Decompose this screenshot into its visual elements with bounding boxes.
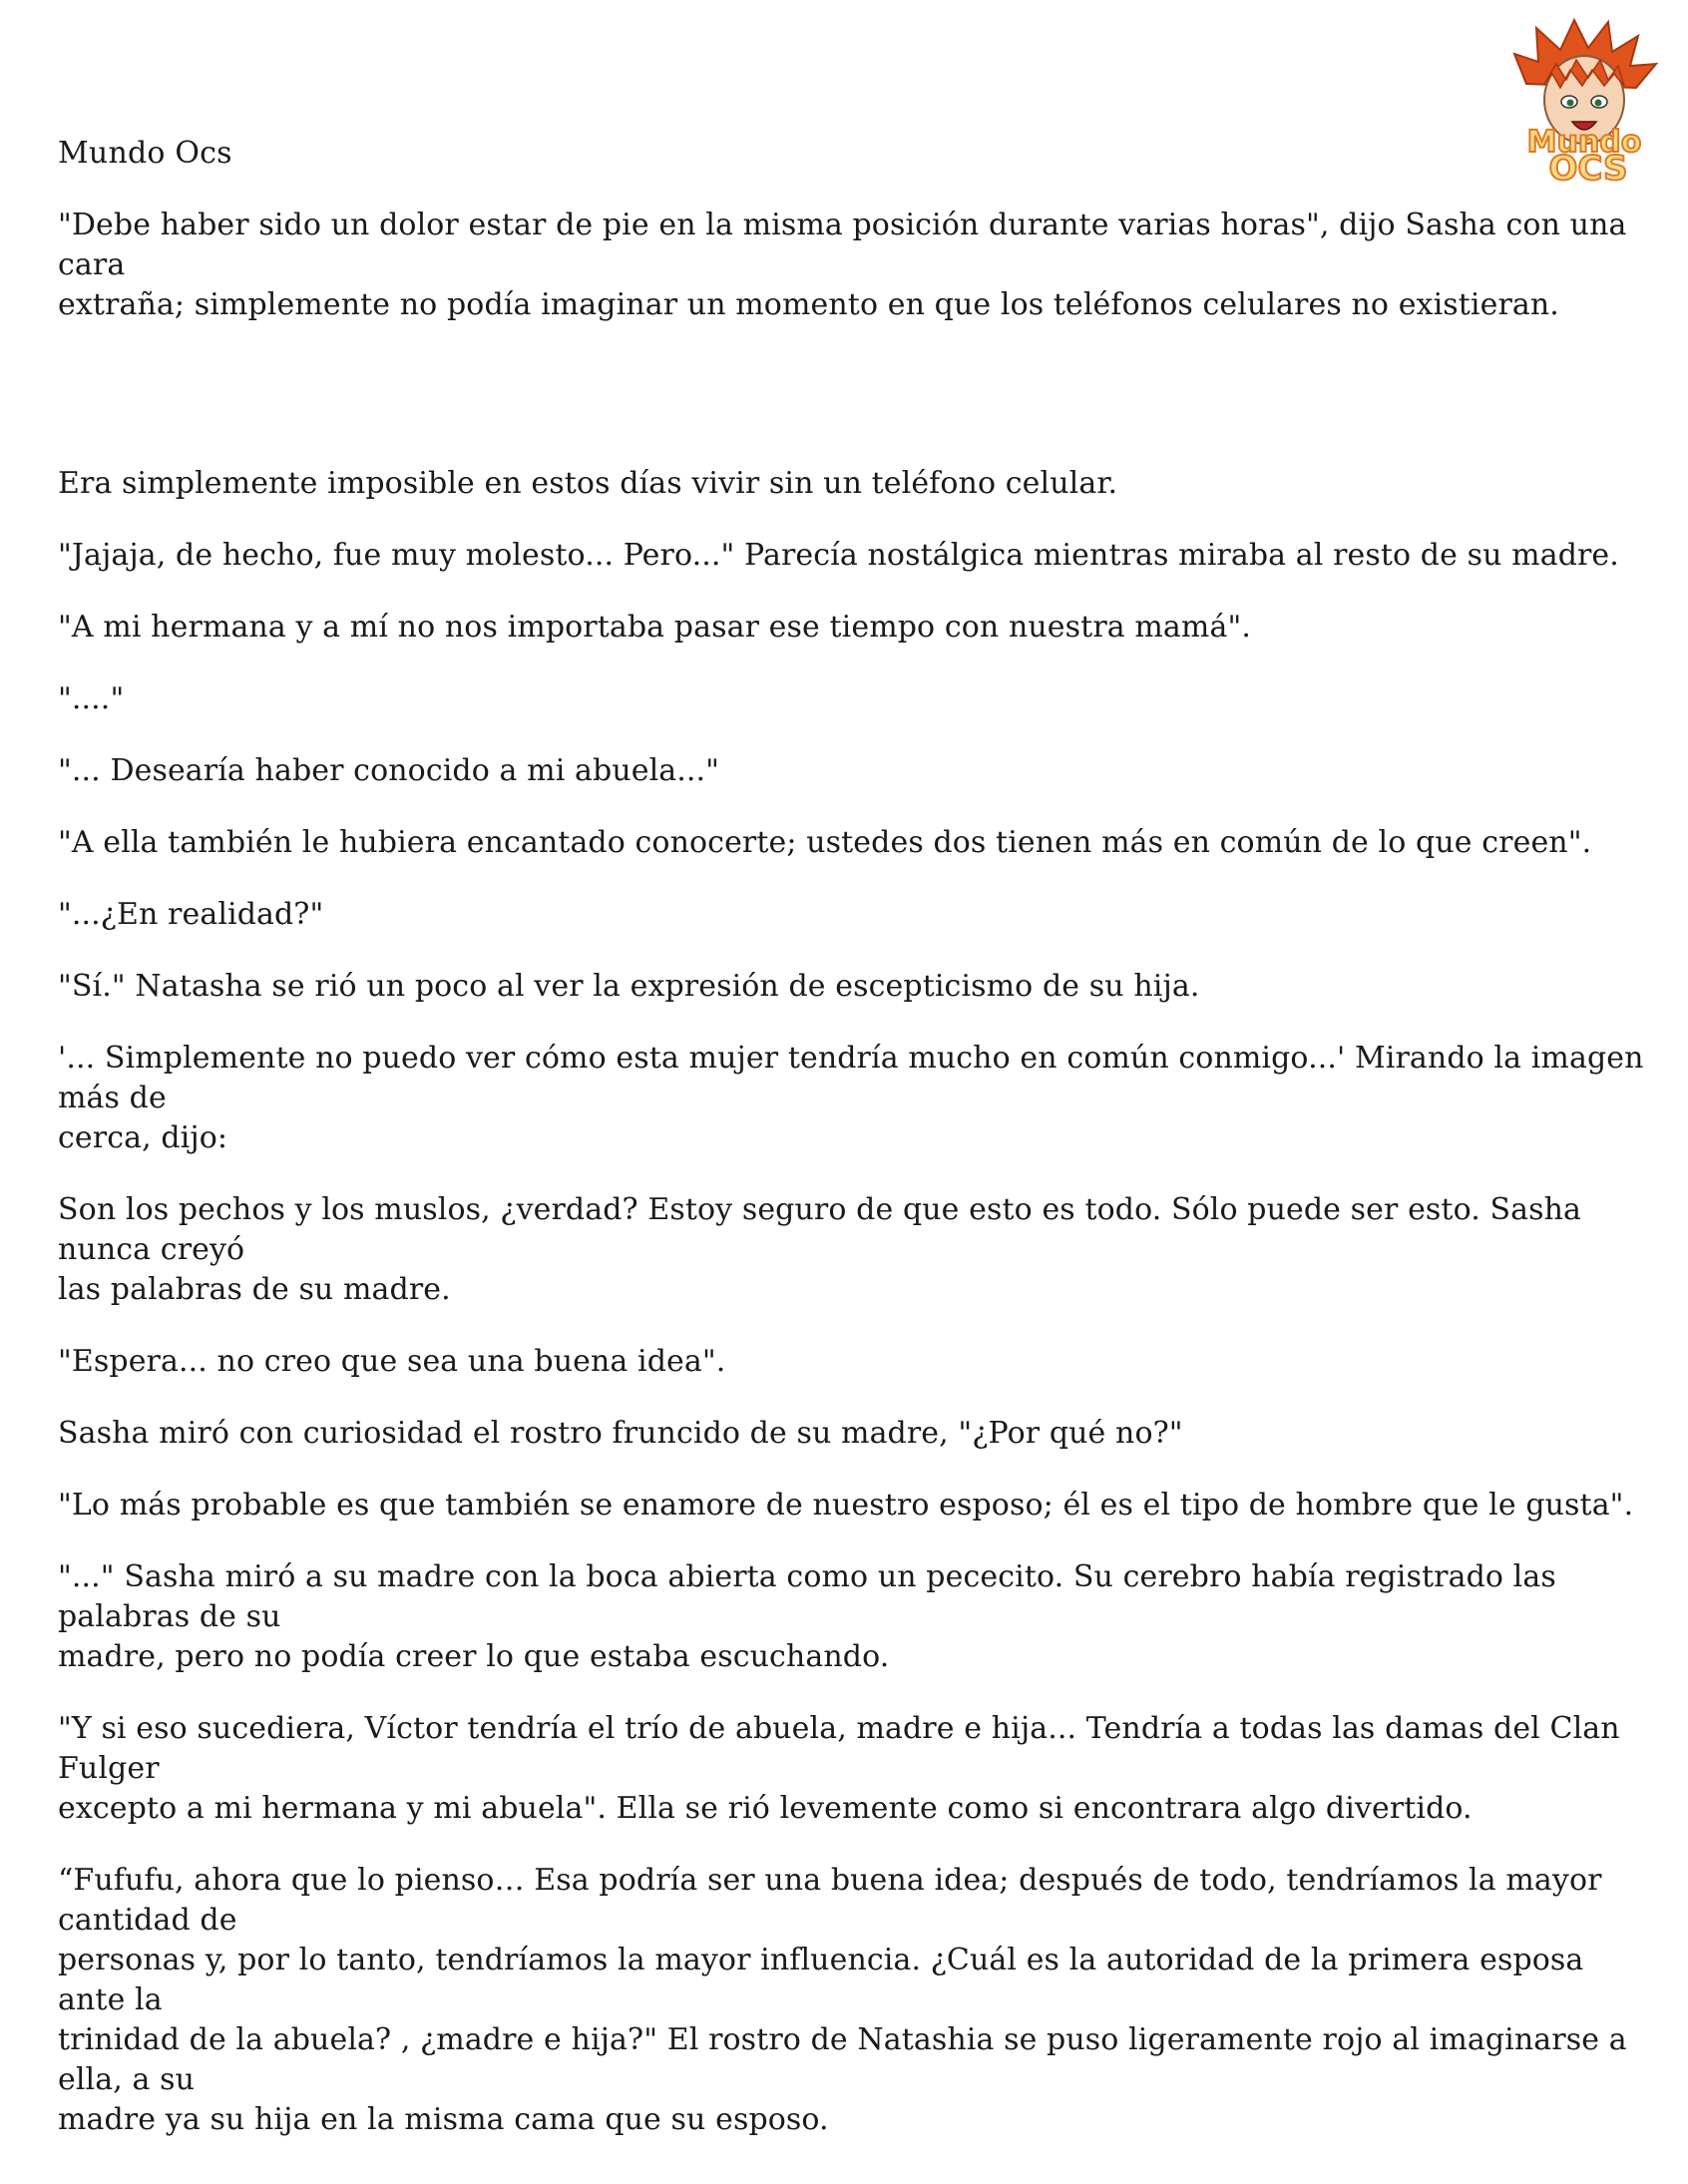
- paragraph: "A ella también le hubiera encantado conocerte; ustedes dos tienen más en común de lo que creen".: [58, 825, 1592, 860]
- mundo-ocs-mascot-icon: [1496, 14, 1671, 184]
- paragraph: "...¿En realidad?": [58, 897, 324, 932]
- paragraph: "Espera... no creo que sea una buena idea".: [58, 1344, 726, 1379]
- paragraph: "A mi hermana y a mí no nos importaba pasar ese tiempo con nuestra mamá".: [58, 610, 1251, 645]
- paragraph: "Lo más probable es que también se enamore de nuestro esposo; él es el tipo de hombre que le gusta".: [58, 1488, 1634, 1523]
- text-block-top: [58, 206, 1644, 325]
- paragraph: Son los pechos y los muslos, ¿verdad? Estoy seguro de que esto es todo. Sólo puede ser esto. Sasha nunca creyó las palabras de su madre.: [58, 1192, 1582, 1307]
- paragraph: Era simplemente imposible en estos días vivir sin un teléfono celular.: [58, 466, 1118, 501]
- logo-text-line2: OCS: [1548, 149, 1628, 184]
- paragraph: Sasha miró con curiosidad el rostro fruncido de su madre, "¿Por qué no?": [58, 1416, 1183, 1451]
- paragraph: "Sí." Natasha se rió un poco al ver la expresión de escepticismo de su hija.: [58, 969, 1200, 1004]
- paragraph: "Y si eso sucediera, Víctor tendría el trío de abuela, madre e hija... Tendría a todas las damas del Clan Fulger excepto a mi hermana y mi abuela". Ella se rió levemente como si encontrara algo divertido.: [58, 1711, 1620, 1826]
- page-header-title: Mundo Ocs: [58, 136, 232, 171]
- paragraph: "....": [58, 681, 125, 716]
- paragraph: '... Simplemente no puedo ver cómo esta mujer tendría mucho en común conmigo...' Mirando la imagen más de cerca, dijo:: [58, 1041, 1644, 1155]
- paragraph: "..." Sasha miró a su madre con la boca abierta como un pececito. Su cerebro había registrado las palabras de su madre, pero no podía creer lo que estaba escuchando.: [58, 1559, 1556, 1674]
- paragraph: "Jajaja, de hecho, fue muy molesto... Pero..." Parecía nostálgica mientras miraba al resto de su madre.: [58, 538, 1619, 573]
- paragraph: "... Desearía haber conocido a mi abuela...": [58, 753, 720, 788]
- text-block-main: [58, 464, 1644, 2172]
- paragraph: "Debe haber sido un dolor estar de pie en la misma posición durante varias horas", dijo Sasha con una cara extraña; simplemente no podía imaginar un momento en que los teléfonos celulares no existieran.: [58, 208, 1627, 322]
- logo-text-line1: Mundo: [1526, 125, 1642, 160]
- paragraph: “Fufufu, ahora que lo pienso… Esa podría ser una buena idea; después de todo, tendríamos la mayor cantidad de personas y, por lo tanto, tendríamos la mayor influencia. ¿Cuál es la autoridad de la primera esposa ante la trinidad de la abuela? , ¿madre e hija?" El rostro de Natashia se puso ligeramente rojo al imaginarse a ella, a su madre ya su hija en la misma cama que su esposo.: [58, 1863, 1627, 2137]
